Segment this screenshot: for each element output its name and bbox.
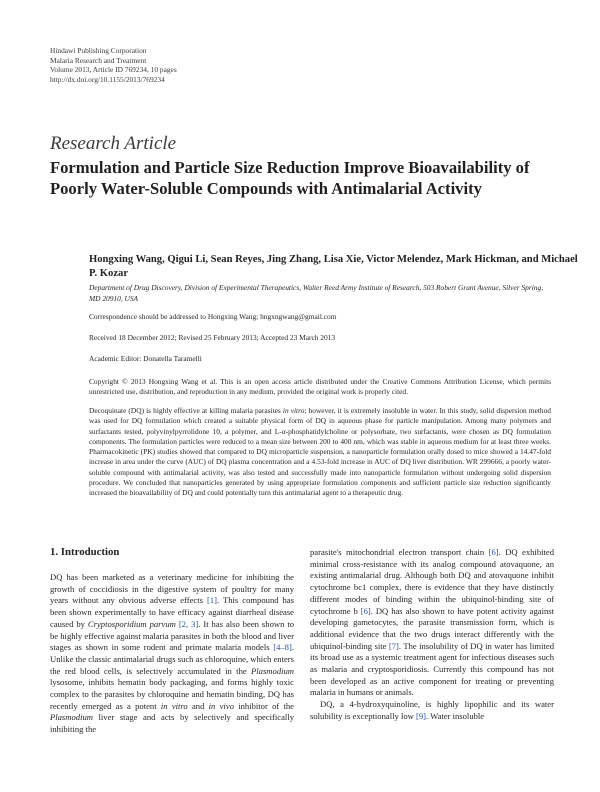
text-run: . Water insoluble xyxy=(426,710,485,721)
text-run: parasite's mitochondrial electron transport chain xyxy=(310,547,489,557)
journal-name: Malaria Research and Treatment xyxy=(50,55,147,65)
intro-paragraph xyxy=(310,547,554,699)
affiliation: Department of Drug Discovery, Division of Experimental Therapeutics, Walter Reed Army Institute of Research, 503 Robert Grant Avenue, Silver Spring, MD 20910, USA xyxy=(89,283,544,303)
citation-link[interactable]: [4–8] xyxy=(273,642,292,653)
text-run: DQ has been marketed as a veterinary medicine for inhibiting the growth of coccidiosis in the digestive system of poultry for many years without any obvious adverse effects xyxy=(50,572,294,606)
abstract-text-2: ; however, it is extremely insoluble in water. In this study, solid dispersion method was used for DQ formulation which created a suitable physical form of DQ in aqueous phase for particle manipulation. Among many polymers and surfactants tested, polyvinylpyrrolidone 10, a polymer, and L-α-phosphatidylcholine or polysorbate, two surfactants, were chosen as DQ formulation components. The formulation particles were reduced to a mean size between 200 to 400 nm, which was stable in aqueous medium for at least three weeks. Pharmacokinetic (PK) studies showed that compared to DQ microparticle suspension, a nanoparticle formulation orally dosed to mice showed a 14.47-fold increase in area under the curve (AUC) of DQ plasma concentration and a 4.53-fold increase in AUC of DQ liver distribution. WR 299666, a poorly water-soluble compound with antimalarial activity, was also tested and successfully made into nanoparticle formulation without undergoing solid dispersion procedure. We concluded that nanoparticles generated by using appropriate formulation components and sufficient particle size reduction significantly increased the bioavailability of DQ and could potentially turn this antimalarial agent to a therapeutic drug. xyxy=(89,406,552,498)
text-run: DQ, a 4-hydroxyquinoline, is highly lipophilic and its water solubility is exceptionally low xyxy=(310,699,554,721)
article-type: Research Article xyxy=(50,133,177,154)
intro-left-column xyxy=(50,572,294,736)
text-run: . Unlike the classic antimalarial drugs such as chloroquine, which enters the red blood cells, is selectively accumulated in the xyxy=(50,642,294,676)
text-run: liver stage and acts by selectively and specifically inhibiting the xyxy=(50,712,294,735)
text-run: Cryptosporidium parvum xyxy=(87,618,176,629)
text-run: in vitro xyxy=(160,700,188,711)
text-run: lysosome, inhibits hematin body packaging, and forms highly toxic complex to the parasites by chloroquine and hematin binding, DQ has recently emerged as a potent xyxy=(50,677,294,711)
text-run: inhibitor of the xyxy=(233,700,294,711)
citation-link[interactable]: [7] xyxy=(388,640,399,651)
text-run: Plasmodium xyxy=(251,665,294,676)
intro-paragraph xyxy=(310,699,554,722)
article-dates: Received 18 December 2012; Revised 25 February 2013; Accepted 23 March 2013 xyxy=(89,333,336,342)
text-run: and xyxy=(187,700,209,711)
text-run: . DQ has also shown to have potent activity against developing gametocytes, the parasite transmission form, which is additional evidence that the two drugs interact differently with the ubiquinol-binding site xyxy=(310,605,554,651)
citation-link[interactable]: [6] xyxy=(488,547,499,557)
abstract-italic: in vitro xyxy=(282,406,305,415)
section-heading-introduction: 1. Introduction xyxy=(50,546,120,558)
copyright-notice: Copyright © 2013 Hongxing Wang et al. This is an open access article distributed under the Creative Commons Attribution License, which permits unrestricted use, distribution, and reproduction in any medium, provided the original work is properly cited. xyxy=(89,377,551,397)
text-run: Plasmodium xyxy=(50,712,93,723)
text-run: in vivo xyxy=(208,700,234,711)
abstract xyxy=(89,406,551,499)
intro-paragraph xyxy=(50,572,294,736)
abstract-text-1: Decoquinate (DQ) is highly effective at killing malaria parasites xyxy=(89,406,283,415)
intro-right-column xyxy=(310,547,554,723)
academic-editor: Academic Editor: Donatella Taramelli xyxy=(89,354,202,363)
text-run: . DQ exhibited minimal cross-resistance with its analog compound atovaquone, an existing antimalarial drug. Although both DQ and atovaquone inhibit cytochrome bc1 complex, there is evidence that they have distinctly different modes of binding within the ubiquinol-binding site of cytochrome b xyxy=(310,547,554,616)
article-title: Formulation and Particle Size Reduction Improve Bioavailability of Poorly Water-Soluble Compounds with Antimalarial Activity xyxy=(50,158,530,198)
text-run: . It has also been shown to be highly effective against malaria parasites in both the blood and liver stages as shown in some rodent and primate malaria models xyxy=(50,618,295,653)
author-list: Hongxing Wang, Qigui Li, Sean Reyes, Jing Zhang, Lisa Xie, Victor Melendez, Mark Hickman, and Michael P. Kozar xyxy=(89,254,578,280)
doi-link[interactable]: http://dx.doi.org/10.1155/2013/769234 xyxy=(50,74,165,84)
citation-link[interactable]: [1] xyxy=(206,595,217,606)
text-run: . The insolubility of DQ in water has limited its broad use as a systemic treatment agent for infectious diseases such as malaria and cryptosporidiosis. Currently this compound has not been developed as an active component for treating or preventing malaria in humans or animals. xyxy=(310,640,555,698)
citation-link[interactable]: [9] xyxy=(415,710,427,721)
volume-line: Volume 2013, Article ID 769234, 10 pages xyxy=(50,65,177,75)
citation-link[interactable]: [2, 3] xyxy=(178,618,199,629)
citation-link[interactable]: [6] xyxy=(360,605,371,616)
publisher-name: Hindawi Publishing Corporation xyxy=(50,46,147,55)
journal-header xyxy=(50,46,177,84)
text-run: . This compound has been shown experimentally to have efficacy against diarrheal disease caused by xyxy=(50,595,294,629)
correspondence: Correspondence should be addressed to Hongxing Wang; hngxngwang@gmail.com xyxy=(89,312,337,321)
